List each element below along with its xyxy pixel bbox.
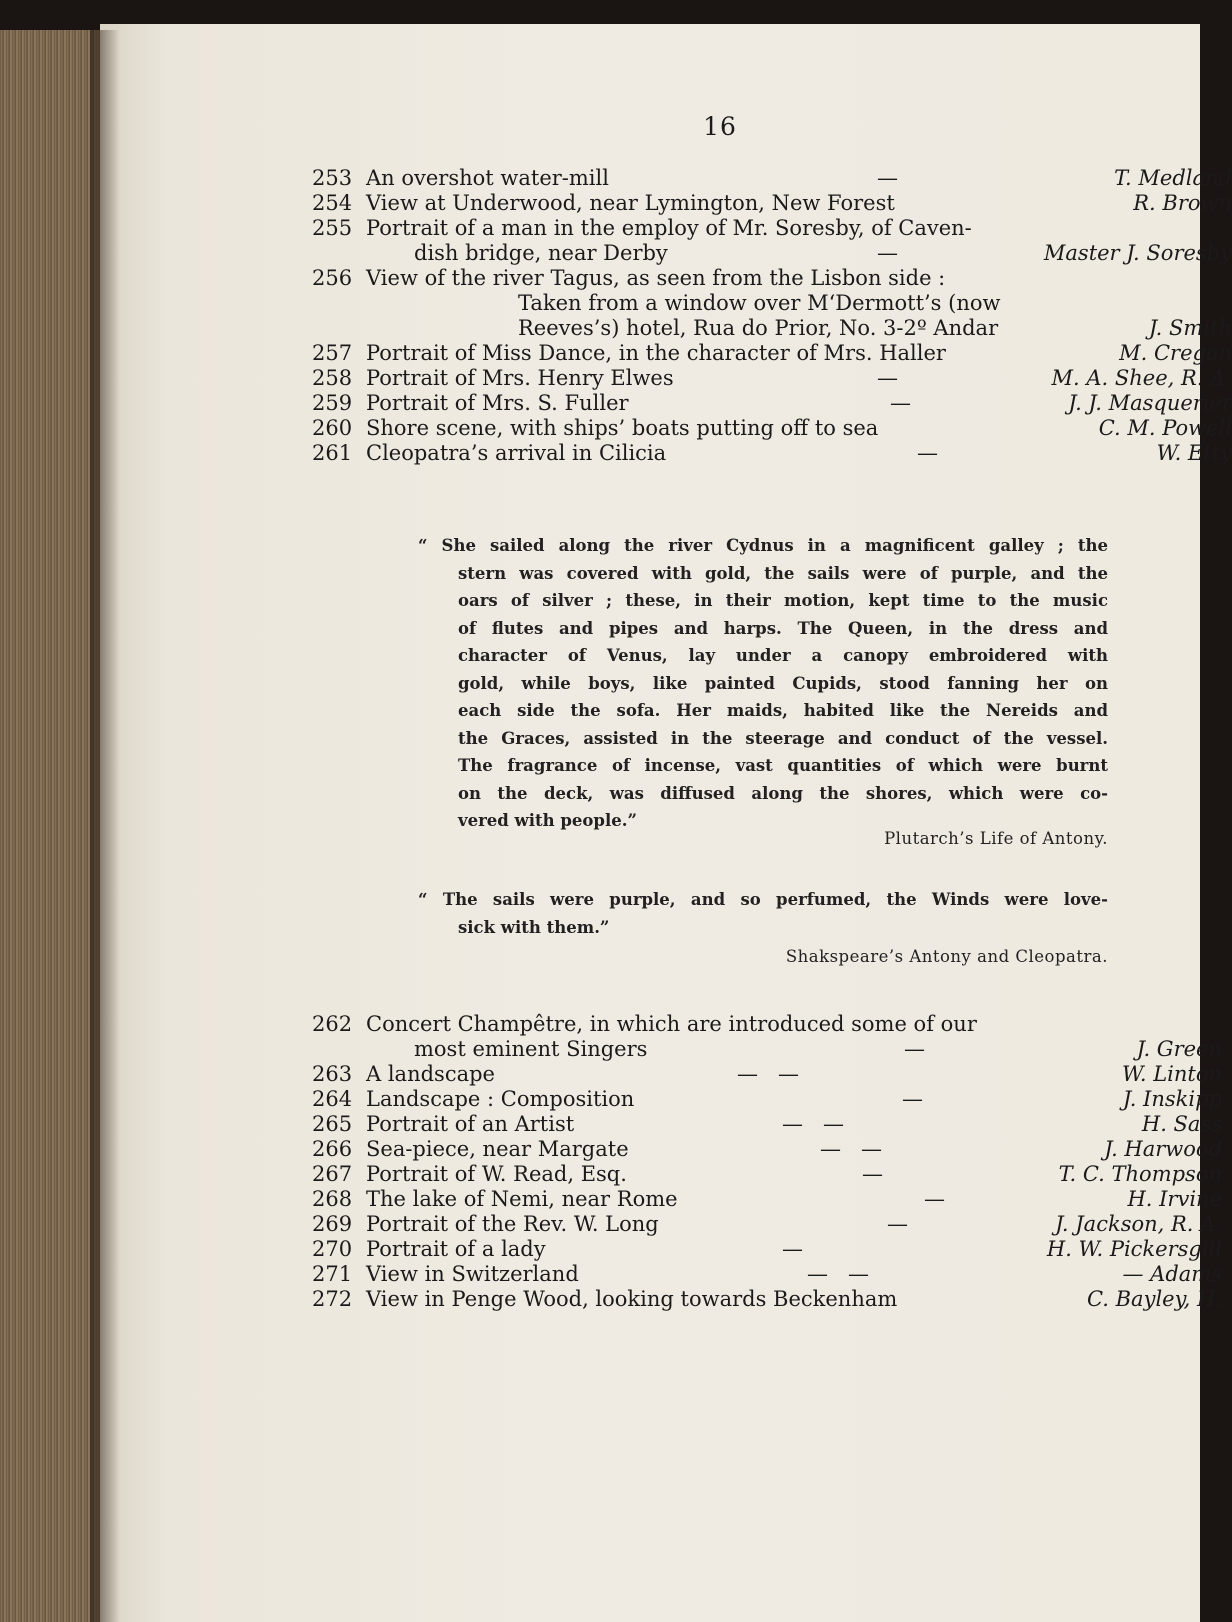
- catalogue-entry: [312, 341, 1232, 366]
- entry-artist: J. Green: [1136, 1037, 1222, 1061]
- catalogue-entries-block-1: [312, 166, 1232, 466]
- catalogue-entry: [312, 1162, 1222, 1187]
- catalogue-entry: [312, 1062, 1222, 1087]
- entry-dash: —: [782, 1237, 803, 1261]
- entry-number: 257: [312, 341, 353, 365]
- entry-number: 254: [312, 191, 353, 215]
- entry-artist: H. W. Pickersgill: [1046, 1237, 1222, 1261]
- entry-title: The lake of Nemi, near Rome: [366, 1187, 678, 1211]
- quote-line: stern was covered with gold, the sails were of purple, and the: [458, 563, 1108, 583]
- catalogue-entry: [312, 1237, 1222, 1262]
- entry-dash: — —: [820, 1137, 883, 1161]
- catalogue-entry: [312, 1287, 1222, 1312]
- entry-number: 263: [312, 1062, 353, 1086]
- entry-title: Portrait of a lady: [366, 1237, 546, 1261]
- catalogue-entry: [312, 266, 1232, 291]
- entry-dash: — —: [807, 1262, 870, 1286]
- catalogue-entry: [312, 1187, 1222, 1212]
- entry-artist: J. J. Masquerier: [1068, 391, 1232, 415]
- entry-artist: J. Jackson, R. A.: [1055, 1212, 1222, 1236]
- entry-number: 268: [312, 1187, 353, 1211]
- entry-number: 264: [312, 1087, 353, 1111]
- entry-title: Portrait of an Artist: [366, 1112, 575, 1136]
- book-page-edges: [0, 30, 100, 1622]
- quote-line: sick with them.”: [458, 917, 610, 937]
- entry-dash: —: [904, 1037, 925, 1061]
- entry-dash: — —: [737, 1062, 800, 1086]
- entry-number: 261: [312, 441, 353, 465]
- entry-artist: C. M. Powell: [1098, 416, 1232, 440]
- entry-artist: J. Harwood: [1104, 1137, 1222, 1161]
- catalogue-entry-continuation: [312, 291, 1232, 316]
- entry-dash: —: [887, 1212, 908, 1236]
- entry-artist: H. Irvine: [1127, 1187, 1222, 1211]
- entry-title: An overshot water-mill: [366, 166, 609, 190]
- entry-title: Portrait of W. Read, Esq.: [366, 1162, 627, 1186]
- catalogue-entry: [312, 441, 1232, 466]
- entry-title: Landscape : Composition: [366, 1087, 635, 1111]
- page-content: [100, 24, 1232, 1622]
- entry-artist: T. C. Thompson: [1058, 1162, 1222, 1186]
- entry-title: Portrait of Miss Dance, in the character of Mrs. Haller: [366, 341, 946, 365]
- entry-title: Reeves’s) hotel, Rua do Prior, No. 3-2º Andar: [518, 316, 999, 340]
- entry-title: View in Penge Wood, looking towards Beckenham: [366, 1287, 898, 1311]
- entry-artist: H. Sass: [1141, 1112, 1222, 1136]
- catalogue-entry: [312, 166, 1232, 191]
- entry-dash: —: [877, 366, 898, 390]
- catalogue-entries-block-2: [312, 1012, 1222, 1312]
- quote-line: each side the sofa. Her maids, habited like the Nereids and: [458, 701, 1108, 720]
- entry-number: 269: [312, 1212, 353, 1236]
- entry-title: Cleopatra’s arrival in Cilicia: [366, 441, 667, 465]
- entry-artist: J. Inskipp: [1122, 1087, 1222, 1111]
- entry-title: Portrait of Mrs. Henry Elwes: [366, 366, 674, 390]
- gutter-shadow: [90, 30, 120, 1622]
- entry-number: 271: [312, 1262, 353, 1286]
- entry-title: View of the river Tagus, as seen from the Lisbon side :: [366, 266, 946, 290]
- entry-dash: —: [877, 166, 898, 190]
- entry-number: 260: [312, 416, 353, 440]
- entry-artist: M. A. Shee, R. A.: [1051, 366, 1232, 390]
- entry-artist: C. Bayley, H.: [1086, 1287, 1222, 1311]
- entry-artist: T. Medland: [1114, 166, 1232, 190]
- entry-dash: —: [924, 1187, 945, 1211]
- entry-dash: —: [877, 241, 898, 265]
- entry-number: 259: [312, 391, 353, 415]
- quote-line: oars of silver ; these, in their motion, kept time to the music: [458, 591, 1108, 610]
- quote-line: “ She sailed along the river Cydnus in a magnificent galley ; the: [418, 536, 1108, 555]
- quote-line: gold, while boys, like painted Cupids, stood fanning her on: [458, 673, 1108, 693]
- entry-artist: J. Smith: [1148, 316, 1232, 340]
- catalogue-entry-continuation: [312, 316, 1232, 341]
- quote-line: of flutes and pipes and harps. The Queen, in the dress and: [458, 618, 1108, 638]
- catalogue-entry-continuation: [312, 241, 1232, 266]
- entry-artist: R. Brown: [1133, 191, 1232, 215]
- catalogue-entry: [312, 1137, 1222, 1162]
- quote-line: on the deck, was diffused along the shores, which were co-: [458, 783, 1108, 803]
- quote-attribution: Plutarch’s Life of Antony.: [884, 828, 1108, 848]
- catalogue-entry: [312, 1012, 1222, 1037]
- entry-title: Shore scene, with ships’ boats putting off to sea: [366, 416, 879, 440]
- entry-number: 266: [312, 1137, 353, 1161]
- page-number: 16: [703, 112, 737, 141]
- entry-artist: W. Linton: [1121, 1062, 1222, 1086]
- quote-line: character of Venus, lay under a canopy embroidered with: [458, 646, 1108, 665]
- entry-title: Taken from a window over M‘Dermott’s (now: [518, 291, 1001, 315]
- entry-artist: Master J. Soresby: [1043, 241, 1232, 265]
- catalogue-entry: [312, 1262, 1222, 1287]
- entry-number: 267: [312, 1162, 353, 1186]
- plutarch-quotation: [418, 532, 1108, 852]
- entry-number: 265: [312, 1112, 353, 1136]
- entry-dash: —: [902, 1087, 923, 1111]
- entry-title: Portrait of Mrs. S. Fuller: [366, 391, 629, 415]
- catalogue-entry: [312, 1112, 1222, 1137]
- entry-title: Portrait of the Rev. W. Long: [366, 1212, 659, 1236]
- catalogue-entry: [312, 1212, 1222, 1237]
- entry-dash: —: [890, 391, 911, 415]
- entry-number: 253: [312, 166, 353, 190]
- entry-title: View at Underwood, near Lymington, New Forest: [366, 191, 895, 215]
- catalogue-entry: [312, 416, 1232, 441]
- catalogue-entry: [312, 1087, 1222, 1112]
- entry-artist: M. Cregan: [1119, 341, 1232, 365]
- quote-line: “ The sails were purple, and so perfumed, the Winds were love-: [418, 890, 1108, 909]
- entry-title: Concert Champêtre, in which are introduced some of our: [366, 1012, 977, 1036]
- entry-title: most eminent Singers: [414, 1037, 648, 1061]
- quote-line: the Graces, assisted in the steerage and conduct of the vessel.: [458, 728, 1108, 748]
- shakespeare-quotation: [418, 886, 1108, 971]
- catalogue-entry: [312, 366, 1232, 391]
- entry-number: 270: [312, 1237, 353, 1261]
- entry-title: dish bridge, near Derby: [414, 241, 668, 265]
- entry-number: 258: [312, 366, 353, 390]
- entry-title: View in Switzerland: [366, 1262, 579, 1286]
- catalogue-entry: [312, 391, 1232, 416]
- entry-title: Sea-piece, near Margate: [366, 1137, 629, 1161]
- catalogue-entry: [312, 191, 1232, 216]
- entry-number: 255: [312, 216, 353, 240]
- entry-artist: — Adams: [1122, 1262, 1222, 1286]
- entry-number: 262: [312, 1012, 353, 1036]
- entry-number: 256: [312, 266, 353, 290]
- catalogue-entry: [312, 216, 1232, 241]
- book-page: [100, 24, 1232, 1622]
- quote-line: vered with people.”: [458, 811, 637, 830]
- quote-attribution: Shakspeare’s Antony and Cleopatra.: [785, 947, 1108, 966]
- quote-line: The fragrance of incense, vast quantities of which were burnt: [458, 756, 1108, 775]
- entry-number: 272: [312, 1287, 353, 1311]
- entry-artist: W. Etty: [1156, 441, 1232, 465]
- entry-dash: —: [917, 441, 938, 465]
- entry-dash: — —: [782, 1112, 845, 1136]
- entry-title: Portrait of a man in the employ of Mr. Soresby, of Caven-: [366, 216, 972, 240]
- catalogue-entry-continuation: [312, 1037, 1222, 1062]
- entry-dash: —: [862, 1162, 883, 1186]
- entry-title: A landscape: [366, 1062, 495, 1086]
